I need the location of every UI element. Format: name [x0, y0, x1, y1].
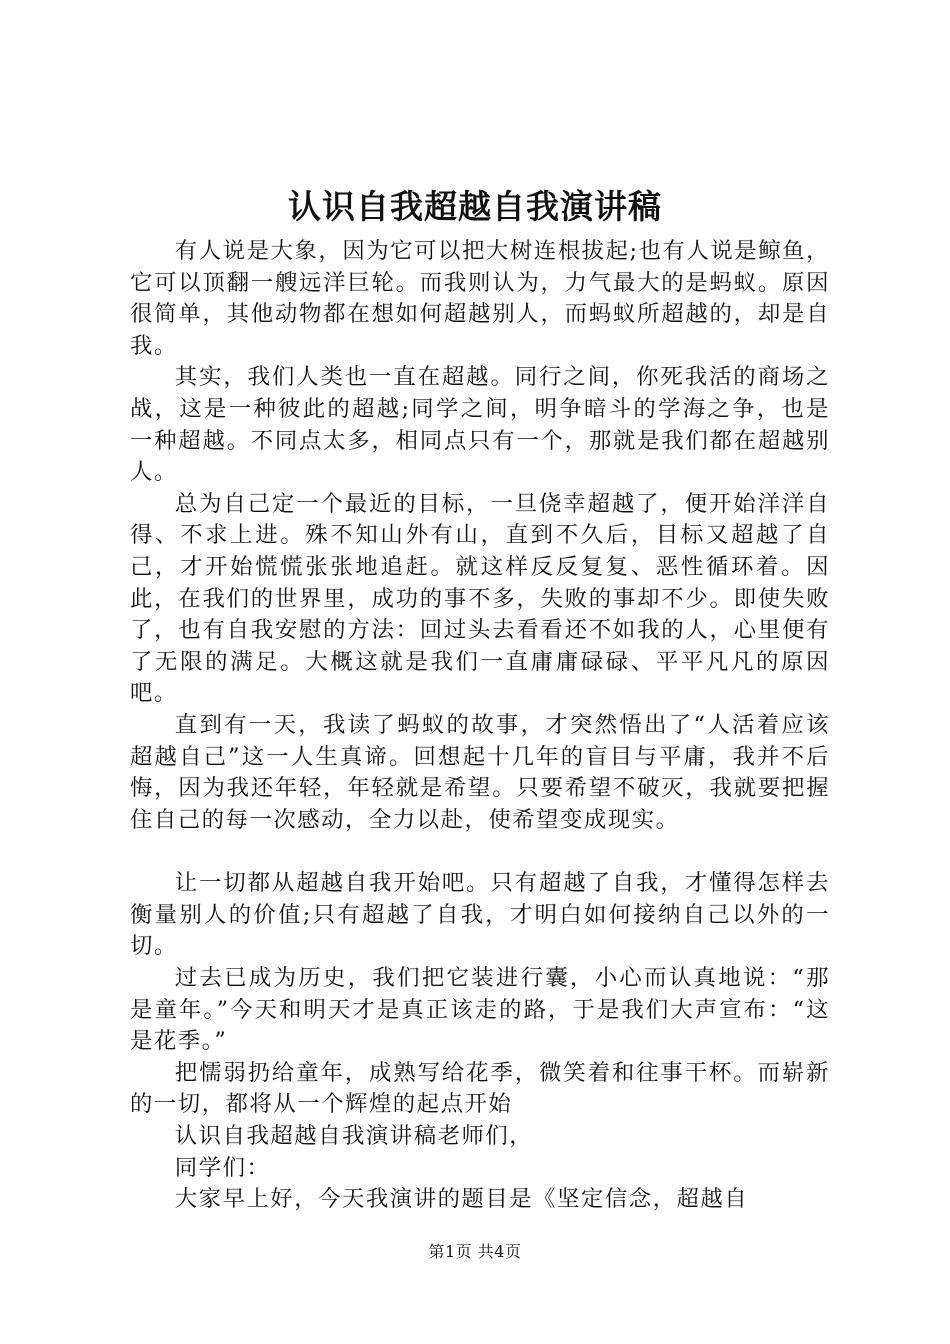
page-footer: 第1页 共4页	[428, 1242, 522, 1261]
paragraph-9: 同学们：	[174, 1154, 271, 1181]
paragraph-4: 直到有一天，我读了蚂蚁的故事，才突然悟出了“人活着应该超越自己”这一人生真谛。回想起十几年的盲目与平庸，我并不后悔，因为我还年轻，年轻就是希望。只要希望不破灭，我就要把握住自己的每一次感动，全力以赴，使希望变成现实。	[130, 711, 830, 833]
paragraph-gap	[130, 836, 830, 868]
page-title: 认识自我超越自我演讲稿	[288, 187, 662, 226]
paragraph-1: 有人说是大象，因为它可以把大树连根拔起;也有人说是鲸鱼，它可以顶翻一艘远洋巨轮。而我则认为，力气最大的是蚂蚁。原因很简单，其他动物都在想如何超越别人，而蚂蚁所超越的，却是自我。	[130, 238, 830, 359]
paragraph-10: 大家早上好，今天我演讲的题目是《坚定信念，超越自	[174, 1186, 749, 1213]
paragraph-5: 让一切都从超越自我开始吧。只有超越了自我，才懂得怎样去衡量别人的价值;只有超越了自我，才明白如何接纳自己以外的一切。	[130, 870, 830, 960]
paragraph-6: 过去已成为历史，我们把它装进行囊，小心而认真地说：“那是童年。”今天和明天才是真正该走的路，于是我们大声宣布：“这是花季。”	[130, 965, 830, 1055]
paragraph-8: 认识自我超越自我演讲稿老师们，	[174, 1123, 534, 1150]
paragraph-2: 其实，我们人类也一直在超越。同行之间，你死我活的商场之战，这是一种彼此的超越;同学之间，明争暗斗的学海之争，也是一种超越。不同点太多，相同点只有一个，那就是我们都在超越别人。	[130, 364, 830, 486]
paragraph-3: 总为自己定一个最近的目标，一旦侥幸超越了，便开始洋洋自得、不求上进。殊不知山外有山，直到不久后，目标又超越了自己，才开始慌慌张张地追赶。就这样反反复复、恶性循环着。因此，在我们的世界里，成功的事不多，失败的事却不少。即使失败了，也有自我安慰的方法：回过头去看看还不如我的人，心里便有了无限的满足。大概这就是我们一直庸庸碌碌、平平凡凡的原因吧。	[130, 490, 830, 707]
document-body	[130, 236, 830, 1216]
paragraph-7: 把懦弱扔给童年，成熟写给花季，微笑着和往事干杯。而崭新的一切，都将从一个辉煌的起点开始	[130, 1059, 830, 1118]
